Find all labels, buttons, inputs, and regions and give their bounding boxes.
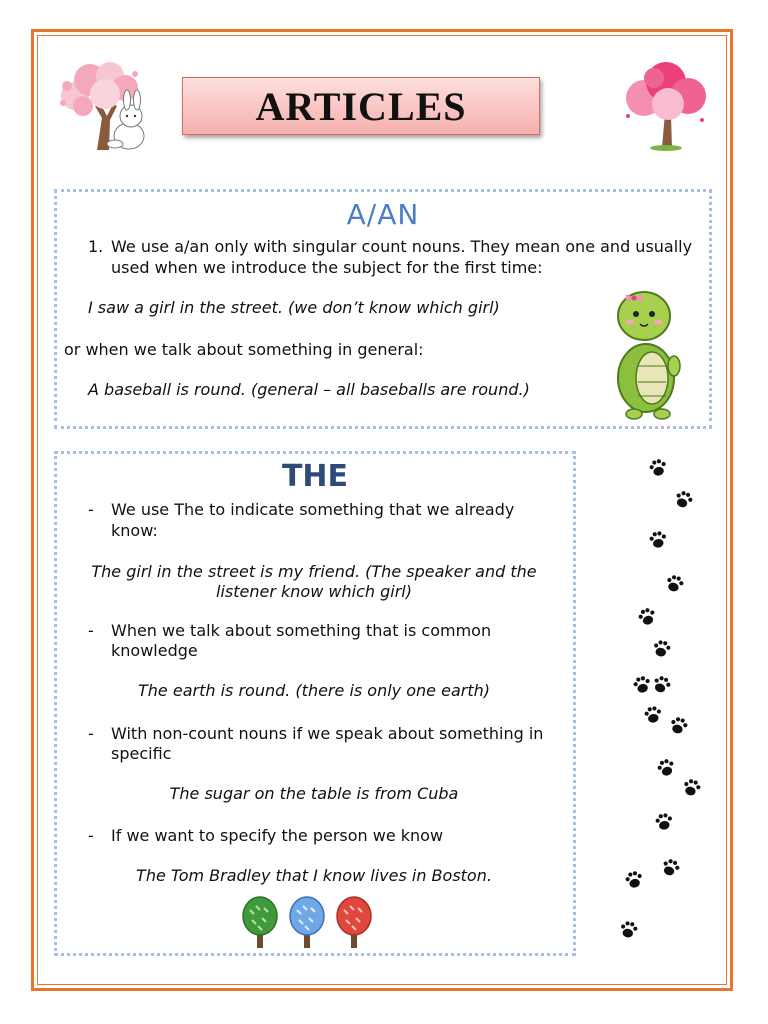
green-tree-icon bbox=[242, 896, 278, 950]
turtle-icon bbox=[608, 286, 686, 420]
the-rule-3-line2: specific bbox=[111, 744, 172, 763]
paw-print-icon bbox=[652, 808, 676, 833]
red-tree-icon bbox=[336, 896, 372, 950]
the-rule-1-line2: know: bbox=[111, 521, 158, 540]
paw-print-icon bbox=[650, 635, 674, 660]
the-rule-4-dash: - bbox=[88, 826, 94, 845]
page-title: ARTICLES bbox=[255, 83, 467, 129]
the-example-3: The sugar on the table is from Cuba bbox=[169, 784, 459, 803]
paw-print-icon bbox=[641, 701, 665, 726]
the-example-2: The earth is round. (there is only one earth) bbox=[138, 681, 490, 700]
the-rule-4-line1: If we want to specify the person we know bbox=[111, 826, 444, 845]
blue-tree-icon bbox=[289, 896, 325, 950]
paw-print-icon bbox=[617, 916, 641, 941]
the-rule-1-dash: - bbox=[88, 500, 94, 519]
the-rule-1-line1: We use The to indicate something that we already bbox=[111, 500, 515, 519]
aan-item-number: 1. bbox=[88, 237, 104, 256]
the-example-1-line1: The girl in the street is my friend. (The speaker and the bbox=[91, 562, 537, 581]
aan-connector-text: or when we talk about something in general: bbox=[64, 340, 424, 359]
aan-example-1: I saw a girl in the street. (we don’t know which girl) bbox=[88, 298, 500, 317]
aan-heading: A/AN bbox=[346, 198, 420, 231]
aan-example-2: A baseball is round. (general – all baseballs are round.) bbox=[88, 380, 530, 399]
aan-rule-line1: We use a/an only with singular count nouns. They mean one and usually bbox=[111, 237, 693, 256]
title-banner bbox=[182, 77, 540, 135]
the-example-1-line2: listener know which girl) bbox=[216, 582, 412, 601]
the-rule-2-dash: - bbox=[88, 621, 94, 640]
the-rule-2-line2: knowledge bbox=[111, 641, 198, 660]
blossom-tree-bunny-icon bbox=[55, 58, 155, 152]
the-rule-2-line1: When we talk about something that is common bbox=[111, 621, 492, 640]
paw-print-icon bbox=[646, 526, 670, 551]
the-heading: THE bbox=[281, 459, 349, 494]
aan-rule-line2: used when we introduce the subject for the first time: bbox=[111, 258, 543, 277]
the-example-4: The Tom Bradley that I know lives in Boston. bbox=[136, 866, 492, 885]
pink-tree-icon bbox=[618, 58, 714, 152]
the-rule-3-dash: - bbox=[88, 724, 94, 743]
the-rule-3-line1: With non-count nouns if we speak about something in bbox=[111, 724, 544, 743]
